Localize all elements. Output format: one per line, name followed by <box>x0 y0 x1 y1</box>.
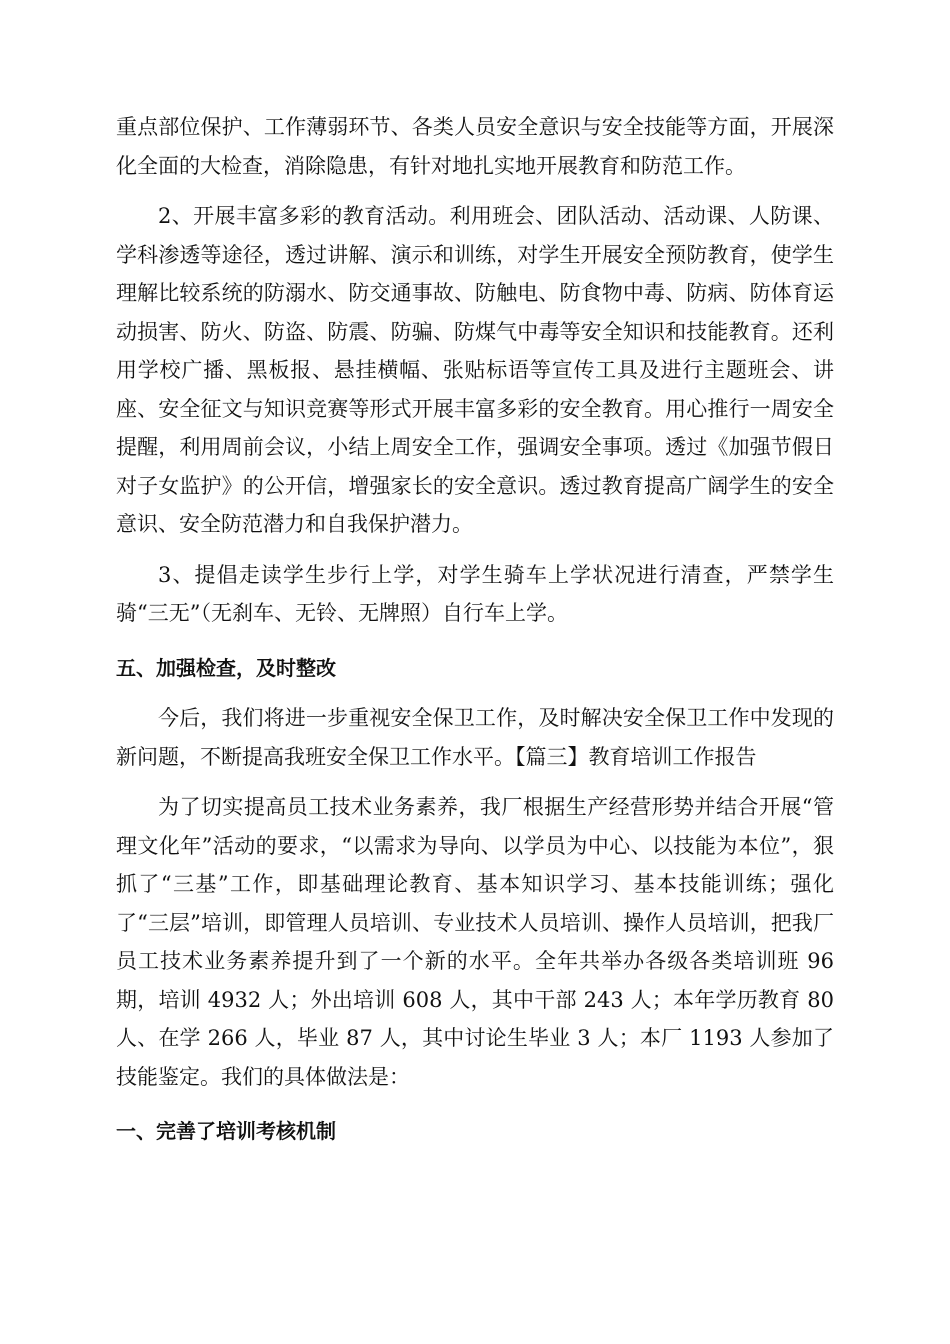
paragraph-walking-to-school: 3、提倡走读学生步行上学，对学生骑车上学状况进行清查，严禁学生骑“三无”（无刹车、无铃、无牌照）自行车上学。 <box>116 562 834 625</box>
document-page <box>116 108 834 1151</box>
paragraph-education-activities: 2、开展丰富多彩的教育活动。利用班会、团队活动、活动课、人防课、学科渗透等途径，透过讲解、演示和训练，对学生开展安全预防教育，使学生理解比较系统的防溺水、防交通事故、防触电、防食物中毒、防病、防体育运动损害、防火、防盗、防震、防骗、防煤气中毒等安全知识和技能教育。还利用学校广播、黑板报、悬挂横幅、张贴标语等宣传工具及进行主题班会、讲座、安全征文与知识竞赛等形式开展丰富多彩的安全教育。用心推行一周安全提醒，利用周前会议，小结上周安全工作，强调安全事项。透过《加强节假日对子女监护》的公开信，增强家长的安全意识。透过教育提高广阔学生的安全意识、安全防范潜力和自我保护潜力。 <box>116 204 834 536</box>
paragraph-inspection-continued: 重点部位保护、工作薄弱环节、各类人员安全意识与安全技能等方面，开展深化全面的大检查，消除隐患，有针对地扎实地开展教育和防范工作。 <box>116 115 834 178</box>
section-heading-training-mechanism: 一、完善了培训考核机制 <box>116 1119 336 1143</box>
section-heading-inspection: 五、加强检查，及时整改 <box>116 655 336 680</box>
paragraph-future-work: 今后，我们将进一步重视安全保卫工作，及时解决安全保卫工作中发现的新问题，不断提高我班安全保卫工作水平。【篇三】教育培训工作报告 <box>116 706 834 769</box>
paragraph-training-report: 为了切实提高员工技术业务素养，我厂根据生产经营形势并结合开展“管理文化年”活动的要求，“以需求为导向、以学员为中心、以技能为本位”，狠抓了“三基”工作，即基础理论教育、基本知识学习、基本技能训练；强化了“三层”培训，即管理人员培训、专业技术人员培训、操作人员培训，把我厂员工技术业务素养提升到了一个新的水平。全年共举办各级各类培训班 96 期，培训 4932 人；外出培训 608 人，其中干部 243 人；本年学历教育 80 人、在学 266 人，毕业 87 人，其中讨论生毕业 3 人；本厂 1193 人参加了技能鉴定。我们的具体做法是： <box>116 795 834 1089</box>
